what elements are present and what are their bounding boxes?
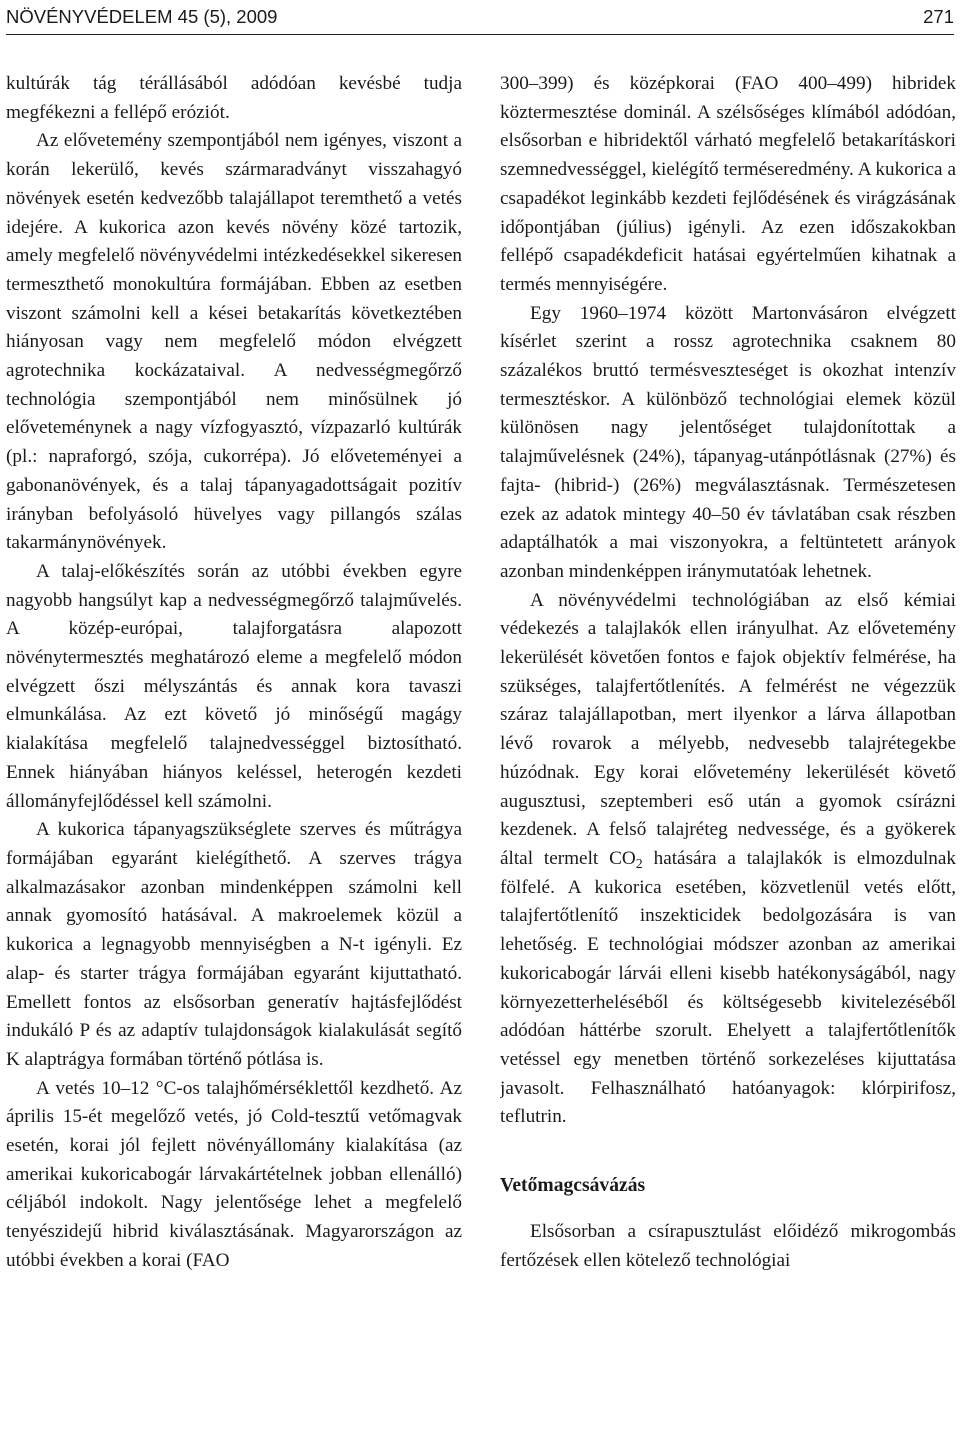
paragraph: Elsősorban a csírapusztulást előidéző mikrogombás fertőzések ellen kötelező technológiai bbox=[500, 1221, 956, 1271]
running-header bbox=[6, 4, 954, 30]
paragraph bbox=[500, 587, 956, 1132]
paragraph: 300–399) és középkorai (FAO 400–499) hibridek köztermesztése dominál. A szélsőséges klímából adódóan, elsősorban e hibridektől várható megfelelő betakarításkori szemnedvességgel, kielégítő terméseredmény. A kukorica a csapadékot leginkább kezdeti fejlődésének és virágzásának időpontjában (július) igényli. Az ezen időszakokban fellépő csapadékdeficit hatásai egyértelműen kihatnak a termés mennyiségére. bbox=[500, 73, 956, 295]
paragraph: Az elővetemény szempontjából nem igényes, viszont a korán lekerülő, kevés szármaradványt visszahagyó növények esetén kedvezőbb talajállapot teremthető a vetés idejére. A kukorica azon kevés növény közé tartozik, amely megfelelő növényvédelmi intézkedésekkel sikeresen termeszthető monokultúra formájában. Ebben az esetben viszont számolni kell a kései betakarítás következtében hiányosan vagy nem megfelelő módon elvégzett agrotechnika kockázataival. A nedvességmegőrző technológia szempontjából nem minősülnek jó előveteménynek a nagy vízfogyasztó, vízpazarló kultúrák (pl.: napraforgó, szója, cukorrépa). Jó előveteményei a gabonanövények, és a talaj tápanyagadottságait pozitív irányban befolyásoló hüvelyes vagy pillangós szálas takarmánynövények. bbox=[6, 130, 462, 554]
subscript: 2 bbox=[635, 856, 643, 872]
paragraph: A vetés 10–12 °C-os talajhőmérséklettől kezdhető. Az április 15-ét megelőző vetés, jó Cold-tesztű vetőmagvak esetén, korai jól fejlett növényállomány kialakítása (az amerikai kukoricabogár lárvakártételnek jobban ellenálló) céljából indokolt. Nagy jelentősége lehet a megfelelő tenyészidejű hibrid kiválasztásának. Magyarországon az utóbbi években a korai (FAO bbox=[6, 1077, 462, 1271]
page-number: 271 bbox=[923, 6, 954, 27]
paragraph: kultúrák tág térállásából adódóan kevésbé tudja megfékezni a fellépő eróziót. bbox=[6, 73, 462, 123]
journal-citation: NÖVÉNYVÉDELEM 45 (5), 2009 bbox=[6, 6, 278, 27]
paragraph-text: hatására a talajlakók is elmozdulnak fölfelé. A kukorica esetében, közvetlenül vetés előtt, talajfertőtlenítő inszekticidek bedolgozására is van lehetőség. E technológiai módszer azonban az amerikai kukoricabogár lárvái elleni kisebb hatékonyságából, nagy környezetterheléséből és költségesebb kivitelezéséből adódóan háttérbe szorult. Ehelyett a talajfertőtlenítők vetéssel egy menetben történő sorkezeléses kijuttatása javasolt. Felhasználható hatóanyagok: klórpirifosz, teflutrin. bbox=[500, 847, 956, 1128]
paragraph: A talaj-előkészítés során az utóbbi években egyre nagyobb hangsúlyt kap a nedvességmegőrző talajművelés. A közép-európai, talajforgatásra alapozott növénytermesztés meghatározó eleme a megfelelő módon elvégzett őszi mélyszántás és annak kora tavaszi elmunkálása. Az ezt követő jó minőségű magágy kialakítása megfelelő talajnedvességgel biztosítható. Ennek hiányában hiányos keléssel, heterogén kezdeti állományfejlődéssel kell számolni. bbox=[6, 560, 462, 812]
paragraph: Egy 1960–1974 között Martonvásáron elvégzett kísérlet szerint a rossz agrotechnika csaknem 80 százalékos bruttó termésveszteséget is okozhat intenzív termesztéskor. A különböző technológiai elemek közül különösen nagy jelentőséget tulajdonítottak a talajművelésnek (24%), tápanyag-utánpótlásnak (27%) és fajta- (hibrid-) (26%) megválasztásnak. Természetesen ezek az adatok mintegy 40–50 év távlatában csak részben adaptálhatók a mai viszonyokra, a feltüntetett arányok azonban mindenképpen iránymutatóak lehetnek. bbox=[500, 302, 956, 582]
section-heading: Vetőmagcsávázás bbox=[500, 1175, 646, 1197]
paragraph-text: A növényvédelmi technológiában az első kémiai védekezés a talajlakók ellen irányulhat. Az elővetemény lekerülését követően fontos e fajok objektív felmérése, ha szükséges, talajfertőtlenítés. A felmérést ne végezzük száraz talajállapotban, mert ilyenkor a lárva állapotban lévő rovarok a mélyebb, nedvesebb talajrétegekbe húzódnak. Egy korai elővetemény lekerülését követő augusztusi, szeptemberi eső után a gyomok csírázni kezdenek. A felső talajréteg nedvessége, és a gyökerek által termelt CO bbox=[500, 589, 956, 869]
left-column bbox=[6, 70, 462, 1436]
paragraph: A kukorica tápanyagszükséglete szerves és műtrágya formájában egyaránt kielégíthető. A szerves trágya alkalmazásakor azonban mindenképpen számolni kell annak gyomosító hatásával. A makroelemek közül a kukorica a legnagyobb mennyiségben a N-t igényli. Ez alap- és starter trágya formájában egyaránt kijuttatható. Emellett fontos az elsősorban generatív hajtásfejlődést indukáló P és az adaptív tulajdonságok kialakulását segítő K alaptrágya formában történő pótlása is. bbox=[6, 819, 462, 1070]
right-column bbox=[500, 70, 956, 1436]
header-rule bbox=[6, 34, 954, 35]
